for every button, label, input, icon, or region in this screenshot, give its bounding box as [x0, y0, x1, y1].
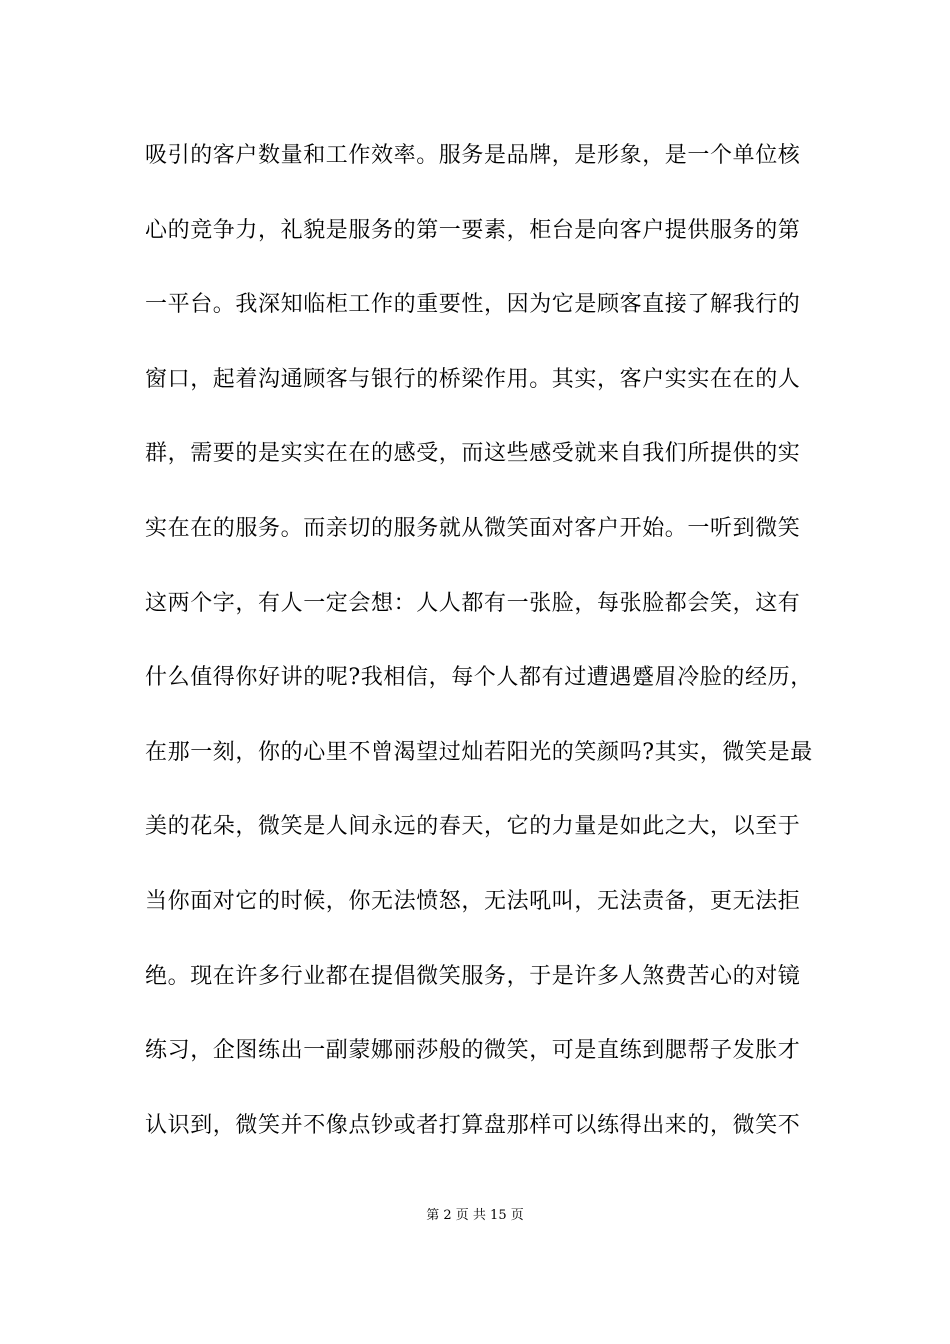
page-footer	[0, 1206, 950, 1226]
text-line-10: 美的花朵，微笑是人间永远的春天，它的力量是如此之大，以至于	[145, 814, 801, 840]
text-line-4: 窗口，起着沟通顾客与银行的桥梁作用。其实，客户实实在在的人	[145, 366, 801, 392]
text-line-1: 吸引的客户数量和工作效率。服务是品牌，是形象，是一个单位核	[145, 143, 801, 168]
text-line-9: 在那一刻，你的心里不曾渴望过灿若阳光的笑颜吗?其实，微笑是最	[145, 739, 813, 765]
text-line-7: 这两个字，有人一定会想：人人都有一张脸，每张脸都会笑，这有	[145, 590, 801, 616]
text-line-8: 什么值得你好讲的呢?我相信，每个人都有过遭遇蹙眉冷脸的经历，	[145, 665, 813, 691]
text-line-11: 当你面对它的时候，你无法愤怒，无法吼叫，无法责备，更无法拒	[145, 888, 801, 914]
body-text	[145, 136, 815, 1180]
page-number: 第 2 页 共 15 页	[426, 1208, 524, 1223]
text-line-2: 心的竞争力，礼貌是服务的第一要素，柜台是向客户提供服务的第	[145, 217, 801, 243]
text-line-13: 练习，企图练出一副蒙娜丽莎般的微笑，可是直练到腮帮子发胀才	[145, 1038, 801, 1064]
text-line-14: 认识到，微笑并不像点钞或者打算盘那样可以练得出来的，微笑不	[145, 1112, 801, 1138]
text-line-12: 绝。现在许多行业都在提倡微笑服务，于是许多人煞费苦心的对镜	[145, 963, 801, 989]
text-line-5: 群，需要的是实实在在的感受，而这些感受就来自我们所提供的实	[145, 441, 801, 467]
text-line-3: 一平台。我深知临柜工作的重要性，因为它是顾客直接了解我行的	[145, 292, 801, 318]
text-line-6: 实在在的服务。而亲切的服务就从微笑面对客户开始。一听到微笑	[145, 515, 801, 541]
